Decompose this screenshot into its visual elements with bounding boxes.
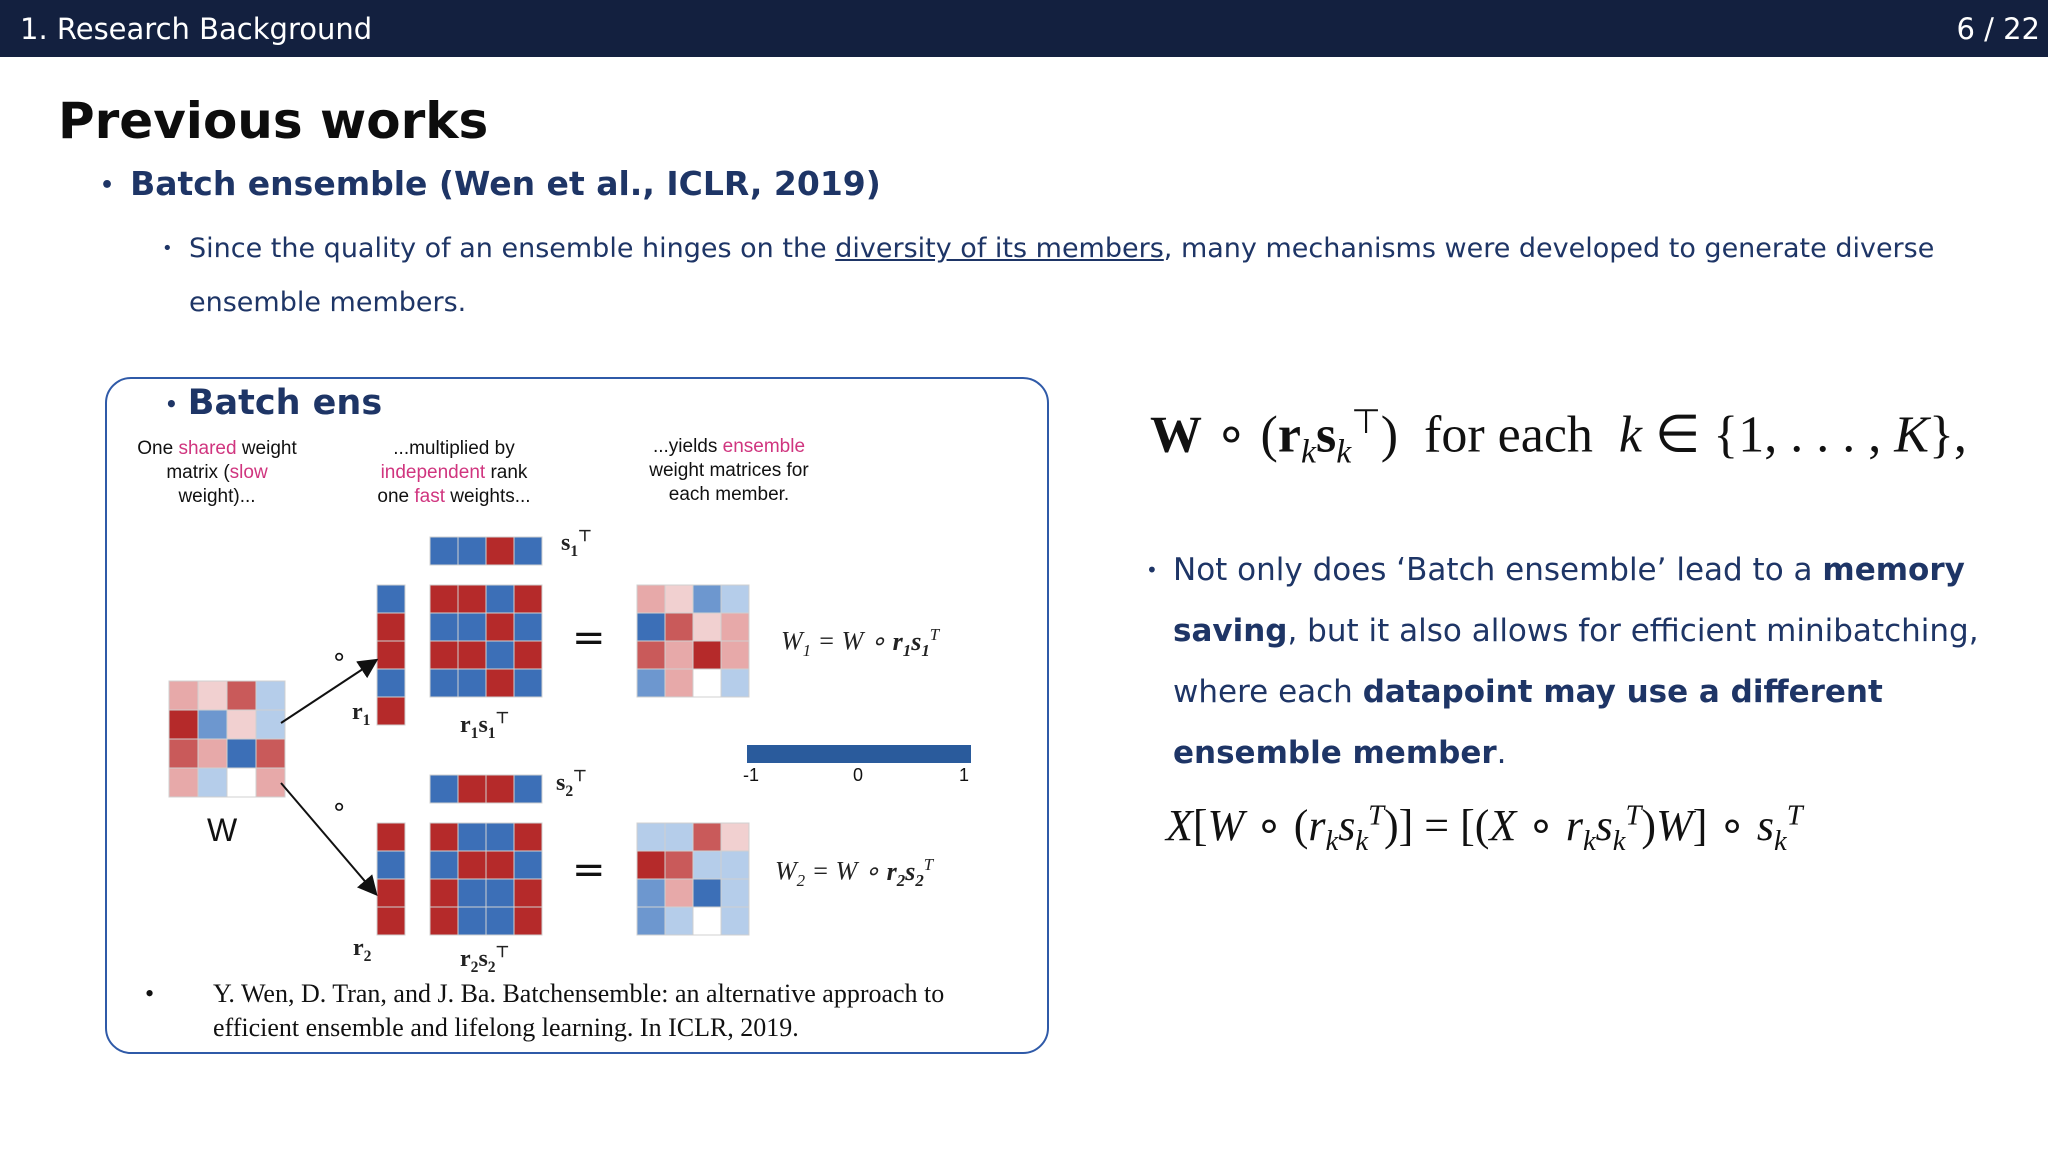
r1s1-matrix-cell: [486, 669, 514, 697]
W-matrix-cell: [227, 768, 256, 797]
r2s2-matrix-cell: [458, 907, 486, 935]
r1s1-matrix-cell: [458, 641, 486, 669]
slide-title: Previous works: [58, 92, 489, 150]
hadamard-op-1: ∘: [331, 642, 348, 672]
W1-matrix-cell: [637, 641, 665, 669]
W-matrix-cell: [169, 739, 198, 768]
W1-matrix-cell: [637, 613, 665, 641]
W-matrix-cell: [198, 739, 227, 768]
W2-matrix-cell: [637, 851, 665, 879]
memory-saving-bullet: [1146, 540, 2036, 784]
W1-matrix-cell: [721, 613, 749, 641]
bullet-dot: •: [162, 238, 173, 259]
W1-matrix-cell: [693, 585, 721, 613]
bullet-text: Batch ensemble (Wen et al., ICLR, 2019): [130, 164, 881, 203]
caption-fast-weights: ...multiplied by independent rank one fast weights...: [377, 438, 531, 507]
bullet-dot: •: [1146, 558, 1158, 582]
W-matrix-cell: [227, 739, 256, 768]
diversity-link[interactable]: diversity of its members: [835, 233, 1164, 264]
r2s2-matrix-cell: [486, 907, 514, 935]
r1-vector-cell: [377, 697, 405, 725]
r1-vector-cell: [377, 669, 405, 697]
r1s1-matrix-cell: [430, 613, 458, 641]
r2-vector-cell: [377, 851, 405, 879]
sub-bullet-text: Since the quality of an ensemble hinges on the diversity of its members, many mechanisms were developed to generate diverse ensemble members.: [189, 233, 1935, 318]
W-label: W: [207, 812, 238, 848]
colorbar-max: 1: [959, 765, 970, 785]
r2-vector-cell: [377, 907, 405, 935]
r2s2-matrix-cell: [514, 823, 542, 851]
r1-vector-cell: [377, 613, 405, 641]
figure-diagram: [107, 379, 1042, 1049]
reference-text: Y. Wen, D. Tran, and J. Ba. Batchensemble: an alternative approach to efficient ensemble and lifelong learning. In ICLR, 2019.: [213, 979, 945, 1042]
W-matrix-cell: [169, 710, 198, 739]
r1s1-matrix-cell: [430, 641, 458, 669]
s2-vector-cell: [430, 775, 458, 803]
W1-matrix-cell: [637, 585, 665, 613]
caption-shared-weight: One shared weight matrix (slow weight)...: [137, 438, 297, 507]
bullet-dot: •: [100, 173, 115, 198]
r1s1-matrix-cell: [430, 669, 458, 697]
r2s2-matrix-cell: [514, 907, 542, 935]
W2-matrix-cell: [693, 907, 721, 935]
W2-matrix-cell: [637, 907, 665, 935]
W1-matrix-cell: [693, 641, 721, 669]
r2s2-matrix-cell: [430, 823, 458, 851]
arrow-to-r2: [281, 783, 375, 893]
W1-matrix-cell: [721, 669, 749, 697]
hadamard-op-2: ∘: [331, 792, 348, 822]
s1-vector-cell: [458, 537, 486, 565]
W-matrix-cell: [227, 710, 256, 739]
s1-vector-cell: [486, 537, 514, 565]
W2-matrix-cell: [693, 851, 721, 879]
label-r2: $r_2$: [353, 935, 372, 965]
r1s1-matrix-cell: [514, 669, 542, 697]
s1-vector-cell: [430, 537, 458, 565]
r1s1-matrix-cell: [430, 585, 458, 613]
label-r2s2T: $r_2s_2^⊤$: [460, 944, 510, 976]
W2-matrix-cell: [665, 907, 693, 935]
W1-matrix-cell: [665, 641, 693, 669]
r2s2-matrix-cell: [430, 879, 458, 907]
r1s1-matrix-cell: [486, 613, 514, 641]
W1-matrix-cell: [637, 669, 665, 697]
W2-matrix-cell: [721, 907, 749, 935]
W1-matrix-cell: [665, 613, 693, 641]
W-matrix-cell: [256, 739, 285, 768]
W1-matrix-cell: [721, 641, 749, 669]
page-number: 6 / 22: [1956, 12, 2040, 46]
W-matrix-cell: [198, 681, 227, 710]
W-matrix-cell: [256, 710, 285, 739]
bullet-batch-ensemble: [100, 164, 881, 203]
W2-matrix-cell: [637, 823, 665, 851]
s2-vector-cell: [514, 775, 542, 803]
r1s1-matrix-cell: [514, 613, 542, 641]
r2s2-matrix-cell: [430, 851, 458, 879]
W1-matrix-cell: [693, 669, 721, 697]
W1-matrix-cell: [693, 613, 721, 641]
header-bar: [0, 0, 2048, 57]
bullet-dot: •: [145, 979, 155, 1008]
r2s2-matrix-cell: [458, 851, 486, 879]
section-title: 1. Research Background: [20, 12, 373, 46]
W2-matrix-cell: [693, 879, 721, 907]
equals-sign-1: =: [572, 615, 606, 661]
colorbar-min: -1: [743, 765, 760, 785]
r2s2-matrix-cell: [486, 851, 514, 879]
r2s2-matrix-cell: [430, 907, 458, 935]
W2-matrix-cell: [721, 823, 749, 851]
r2s2-matrix-cell: [514, 879, 542, 907]
W-matrix-cell: [227, 681, 256, 710]
W2-matrix-cell: [665, 851, 693, 879]
colorbar: [747, 745, 971, 763]
r2-vector-cell: [377, 823, 405, 851]
W2-matrix-cell: [721, 879, 749, 907]
s2-vector-cell: [458, 775, 486, 803]
r2s2-matrix-cell: [514, 851, 542, 879]
label-r1s1T: $r_1s_1^⊤$: [460, 710, 510, 742]
r2s2-matrix-cell: [458, 879, 486, 907]
r1s1-matrix-cell: [458, 585, 486, 613]
W2-matrix-cell: [665, 823, 693, 851]
W-matrix-cell: [169, 681, 198, 710]
r2s2-matrix-cell: [486, 879, 514, 907]
r2s2-matrix-cell: [458, 823, 486, 851]
caption-ensemble-weights: ...yields ensemble weight matrices for each member.: [649, 436, 809, 505]
r1s1-matrix-cell: [514, 641, 542, 669]
r2-vector-cell: [377, 879, 405, 907]
label-W2-eq: $W_2 = W$ ∘ $r_2s_2^T$: [775, 855, 934, 890]
W-matrix-cell: [169, 768, 198, 797]
W1-matrix-cell: [665, 669, 693, 697]
label-s2T: $s_2^⊤$: [556, 768, 587, 800]
minibatching-equation: X[W ∘ $(r_ks_k^T)] = [(X$ ∘ $r_ks_k^T)W$] ∘ $s_k^T$: [1166, 800, 1803, 857]
equals-sign-2: =: [572, 847, 606, 893]
figure-title: • Batch ens: [165, 383, 383, 423]
W1-matrix-cell: [665, 585, 693, 613]
r1s1-matrix-cell: [458, 613, 486, 641]
r1s1-matrix-cell: [486, 585, 514, 613]
r1-vector-cell: [377, 641, 405, 669]
memory-saving-text: Not only does ‘Batch ensemble’ lead to a memory saving, but it also allows for efficient minibatching, where each datapoint may use a different ensemble member.: [1173, 552, 1979, 771]
W2-matrix-cell: [637, 879, 665, 907]
W2-matrix-cell: [665, 879, 693, 907]
r1s1-matrix-cell: [486, 641, 514, 669]
label-s1T: $s_1^⊤$: [561, 528, 592, 560]
W1-matrix-cell: [721, 585, 749, 613]
r1s1-matrix-cell: [458, 669, 486, 697]
batch-ensemble-figure: [105, 377, 1049, 1054]
s2-vector-cell: [486, 775, 514, 803]
sub-bullet-diversity: [162, 222, 1952, 330]
W-matrix-cell: [198, 710, 227, 739]
W2-matrix-cell: [693, 823, 721, 851]
label-r1: $r_1$: [352, 699, 371, 729]
batch-ensemble-equation: W ∘ $(r_ks_k^⊤)$ for each k ∈ {1, . . . , K},: [1150, 404, 1967, 471]
r1-vector-cell: [377, 585, 405, 613]
W2-matrix-cell: [721, 851, 749, 879]
W-matrix-cell: [256, 681, 285, 710]
W-matrix-cell: [198, 768, 227, 797]
reference: [145, 977, 1025, 1045]
s1-vector-cell: [514, 537, 542, 565]
W-matrix-cell: [256, 768, 285, 797]
r2s2-matrix-cell: [486, 823, 514, 851]
r1s1-matrix-cell: [514, 585, 542, 613]
label-W1-eq: $W_1 = W$ ∘ $r_1s_1^T$: [781, 625, 940, 660]
colorbar-mid: 0: [853, 765, 864, 785]
